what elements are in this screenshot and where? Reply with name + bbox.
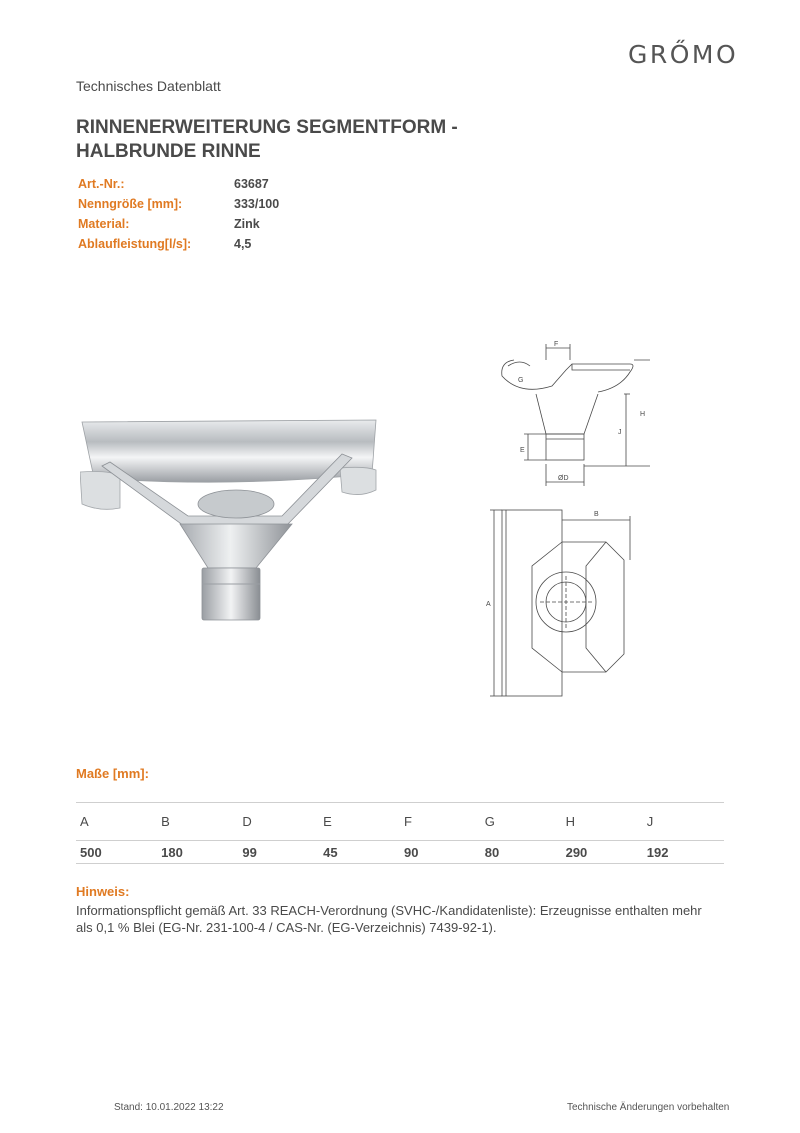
spec-row-size (78, 194, 279, 214)
table-cell: 180 (157, 841, 238, 864)
spec-value: 4,5 (234, 237, 252, 251)
table-header-cell: A (76, 803, 157, 841)
table-cell: 290 (562, 841, 643, 864)
table-row (76, 841, 724, 864)
note-text: Informationspflicht gemäß Art. 33 REACH-Verordnung (SVHC-/Kandidatenliste): Erzeugnisse enthalten mehr als 0,1 % Blei (EG-Nr. 231-100-4 / CAS-Nr. (EG-Verzeichnis) 7439-92-1). (76, 903, 702, 935)
table-header-cell: J (643, 803, 724, 841)
note-label: Hinweis: (76, 884, 130, 899)
spec-value: Zink (234, 217, 260, 231)
document-type: Technisches Datenblatt (76, 78, 221, 94)
table-cell: 80 (481, 841, 562, 864)
dim-label-f: F (554, 341, 559, 348)
spec-row-article (78, 174, 279, 194)
spec-label: Art.-Nr.: (78, 177, 125, 191)
table-header-cell: H (562, 803, 643, 841)
table-cell: 192 (643, 841, 724, 864)
technical-drawing (480, 336, 650, 716)
spec-value: 333/100 (234, 197, 280, 211)
dim-label-h: H (640, 411, 646, 418)
table-header-cell: B (157, 803, 238, 841)
table-header-cell: E (319, 803, 400, 841)
table-header-cell: G (481, 803, 562, 841)
spec-list (78, 174, 279, 254)
spec-label: Material: (78, 217, 130, 231)
spec-value: 63687 (234, 177, 269, 191)
spec-row-flow (78, 234, 279, 254)
dim-label-a: A (486, 601, 491, 608)
spec-label: Ablaufleistung[l/s]: (78, 237, 192, 251)
brand-logo: GRŐMO (628, 40, 739, 69)
dimensions-label: Maße [mm]: (76, 766, 149, 781)
dim-label-e: E (520, 447, 525, 454)
table-cell: 500 (76, 841, 157, 864)
table-header-cell: D (238, 803, 319, 841)
table-cell: 45 (319, 841, 400, 864)
dimensions-table (76, 802, 724, 864)
dim-label-j: J (618, 429, 622, 436)
dim-label-d: ØD (558, 475, 569, 482)
dim-label-g: G (518, 377, 524, 384)
table-header-row (76, 803, 724, 841)
footer-disclaimer: Technische Änderungen vorbehalten (567, 1102, 730, 1113)
spec-label: Nenngröße [mm]: (78, 197, 183, 211)
footer-date: Stand: 10.01.2022 13:22 (114, 1102, 224, 1113)
product-photo (80, 418, 390, 628)
product-title: RINNENERWEITERUNG SEGMENTFORM - HALBRUNDE RINNE (76, 117, 458, 162)
table-cell: 99 (238, 841, 319, 864)
spec-row-material (78, 214, 279, 234)
table-cell: 90 (400, 841, 481, 864)
dim-label-b: B (594, 511, 599, 518)
table-header-cell: F (400, 803, 481, 841)
